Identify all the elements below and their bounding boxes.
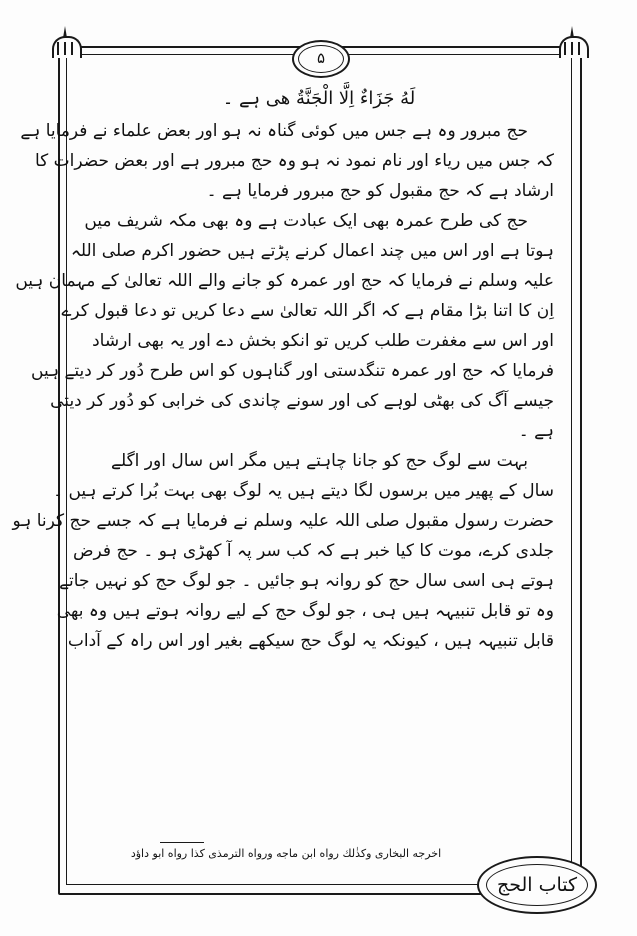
text-line: بہت سے لوگ حج کو جانا چاہتے ہیں مگر اس سال اور اگلے [110,451,528,471]
text-line: کہ جس میں ریاء اور نام نمود نہ ہو وہ حج مبرور ہے اور بعض حضرات کا [34,151,554,171]
text-line: اور اس سے مغفرت طلب کریں تو انکو بخش دے اور یہ بھی ارشاد [92,331,554,351]
text-line: حج کی طرح عمرہ بھی ایک عبادت ہے وہ بھی مکہ شریف میں [84,211,528,231]
text-line: حج مبرور وہ ہے جس میں کوئی گناہ نہ ہو اور بعض علماء نے فرمایا ہے [20,121,528,141]
page-number-medallion [292,40,350,78]
text-line: فرمایا کہ حج اور عمرہ تنگدستی اور گناہوں کو اس طرح دُور کر دیتے ہیں [31,361,554,381]
text-line: ہوتا ہے اور اس میں چند اعمال کرنے پڑتے ہیں حضور اکرم صلی اللہ [70,241,554,261]
text-line: حضرت رسول مقبول صلی اللہ علیہ وسلم نے فرمایا ہے کہ جسے حج کرنا ہو [12,511,554,531]
text-line: سال کے پھیر میں برسوں لگا دیتے ہیں یہ لوگ بھی بہت بُرا کرتے ہیں ۔ [53,481,554,501]
text-line: ہوتے ہی اسی سال حج کو روانہ ہو جائیں ۔ جو لوگ حج کو نہیں جاتے [59,571,554,591]
text-line: جلدی کرے، موت کا کیا خبر ہے کہ کب سر پہ آ کھڑی ہو ۔ حج فرض [73,541,554,561]
text-line: ہے ۔ [518,421,554,441]
book-title: كتاب الحج [496,874,578,896]
corner-finial-right-icon [559,36,585,70]
text-line: جیسے آگ کی بھٹی لوہے کی اور سونے چاندی کی خرابی کو دُور کر دیتی [50,391,554,411]
page-number: ۵ [298,45,344,73]
text-line: ارشاد ہے کہ حج مقبول کو حج مبرور فرمایا ہے ۔ [206,181,554,201]
text-line: اِن کا اتنا بڑا مقام ہے کہ اگر اللہ تعالیٰ سے دعا کریں تو دعا قبول کرے [61,301,554,321]
text-line: وہ تو قابل تنبیہہ ہیں ہی ، جو لوگ حج کے لیے روانہ ہوتے ہیں وہ بھی [56,601,554,621]
text-line: قابل تنبیہہ ہیں ، کیونکہ یہ لوگ حج سیکھے بغیر اور اس راہ کے آداب [67,631,554,651]
page-body-text [12,84,554,844]
text-line-heading: لَهُ جَزَاءٌ اِلَّا الْجَنَّةُ هی ہے ۔ [222,88,416,109]
corner-finial-left-icon [52,36,78,70]
footnote-text: اخرجه البخاری وكذٰلك رواه ابن ماجه ورواه الترمذی كذا رواه ابو داؤد [130,847,442,860]
text-line: علیہ وسلم نے فرمایا کہ حج اور عمرہ کو جانے والے اللہ تعالیٰ کے مہمان ہیں [15,271,554,291]
footnote-separator [160,842,204,843]
book-title-cartouche [477,856,597,914]
